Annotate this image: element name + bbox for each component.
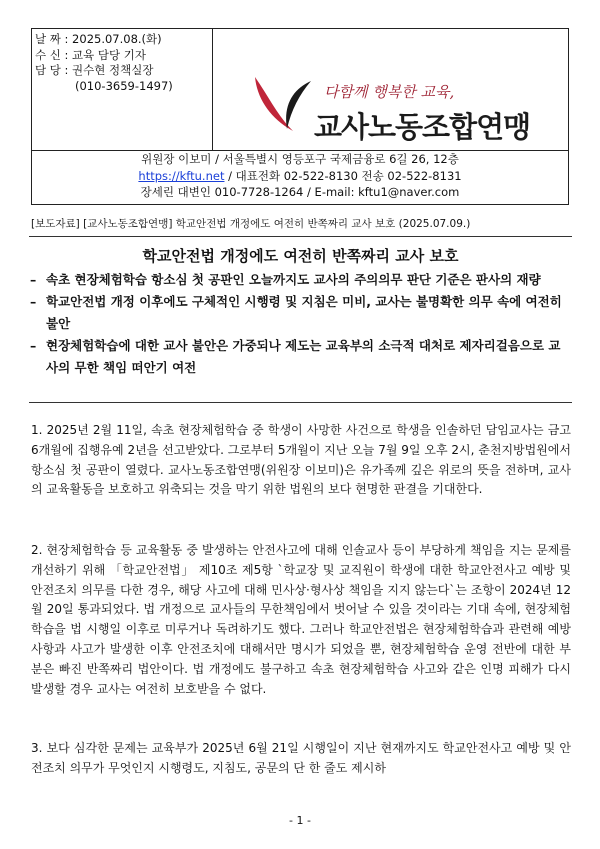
summary-bullet: – 현장체험학습에 대한 교사 불안은 가중되나 제도는 교육부의 소극적 대처로 제자리걸음으로 교사의 무한 책임 떠안기 여전 [30, 338, 561, 375]
org-slogan: 다함께 행복한 교육, [324, 83, 455, 101]
org-contact-info [32, 151, 568, 201]
recipient-line: 수 신 : 교육 담당 기자 [35, 47, 147, 62]
phone-fax: / 대표전화 02-522-8130 전송 02-522-8131 [224, 168, 462, 183]
body-paragraph-3: 3. 보다 심각한 문제는 교육부가 2025년 6월 21일 시행일이 지난 현재까지도 학교안전사고 예방 및 안전조치 의무가 무엇인지 시행령도, 지침도, 공문의 단 한 줄도 제시하 [31, 741, 571, 775]
body-paragraph-1: 1. 2025년 2월 11일, 속초 현장체험학습 중 학생이 사망한 사건으로 학생을 인솔하던 담임교사는 금고 6개월에 집행유예 2년을 선고받았다. 그로부터 5개월이 지난 오늘 7월 9일 오후 2시, 춘천지방법원에서 항소심 첫 공판이 열렸다. 교사노동조합연맹(위원장 이보미)은 유가족께 깊은 위로의 뜻을 전하며, 교사의 교육활동을 보호하고 위축되는 것을 막기 위한 법원의 보다 현명한 판결을 기대한다. [31, 423, 571, 497]
page-number: - 1 - [289, 814, 311, 827]
divider-bottom [29, 402, 572, 403]
press-header-box [31, 28, 569, 205]
org-name: 교사노동조합연맹 [314, 110, 531, 144]
summary-bullet: – 속초 현장체험학습 항소심 첫 공판인 오늘까지도 교사의 주의의무 판단 기준은 판사의 재량 [30, 272, 541, 287]
contact-web-phone [32, 168, 568, 185]
summary-bullets [30, 269, 570, 379]
contact-person-line: 담 당 : 권수현 정책실장 [35, 63, 154, 77]
divider-top [29, 236, 572, 237]
summary-bullet: – 학교안전법 개정 이후에도 구체적인 시행령 및 지침은 미비, 교사는 불명확한 의무 속에 여전히 불안 [30, 294, 562, 331]
contact-phone-line: (010-3659-1497) [75, 78, 173, 93]
body-paragraph-2: 2. 현장체험학습 등 교육활동 중 발생하는 안전사고에 대해 인솔교사 등이 부당하게 책임을 지는 문제를 개선하기 위해 「학교안전법」 제10조 제5항 `학교장 및 교직원이 학생에 대한 학교안전사고 예방 및 안전조치 의무를 다한 경우, 해당 사고에 대해 민사상·형사상 책임을 지지 않는다`는 조항이 2024년 12월 20일 통과되었다. 법 개정으로 교사들의 무한책임에서 벗어날 수 있을 것이라는 기대 속에, 현장체험학습을 법 시행일 이후로 미루거나 독려하기도 했다. 그러나 학교안전법은 현장체험학습과 관련해 예방사항과 사고가 발생한 이후 안전조치에 대해서만 명시가 되었을 뿐, 현장체험학습 운영 전반에 대한 부분은 빠진 반쪽짜리 법안이다. 법 개정에도 불구하고 속초 현장체험학습 사고와 같은 인명 피해가 다시 발생할 경우 교사는 여전히 보호받을 수 없다. [31, 543, 571, 696]
header-top-row [32, 29, 568, 151]
press-release-line: [보도자료] [교사노동조합연맹] 학교안전법 개정에도 여전히 반쪽짜리 교사 보호 (2025.07.09.) [31, 218, 471, 230]
date-line: 날 짜 : 2025.07.08.(화) [35, 32, 162, 46]
contact-spokesperson: 장세린 대변인 010-7728-1264 / E-mail: kftu1@naver.com [140, 185, 460, 199]
release-meta [32, 29, 213, 150]
document-title: 학교안전법 개정에도 여전히 반쪽짜리 교사 보호 [142, 247, 459, 265]
union-logo-icon [247, 73, 313, 133]
website-link[interactable]: https://kftu.net [138, 168, 225, 183]
contact-address: 위원장 이보미 / 서울특별시 영등포구 국제금융로 6길 26, 12층 [141, 152, 459, 166]
org-brand [214, 29, 568, 150]
